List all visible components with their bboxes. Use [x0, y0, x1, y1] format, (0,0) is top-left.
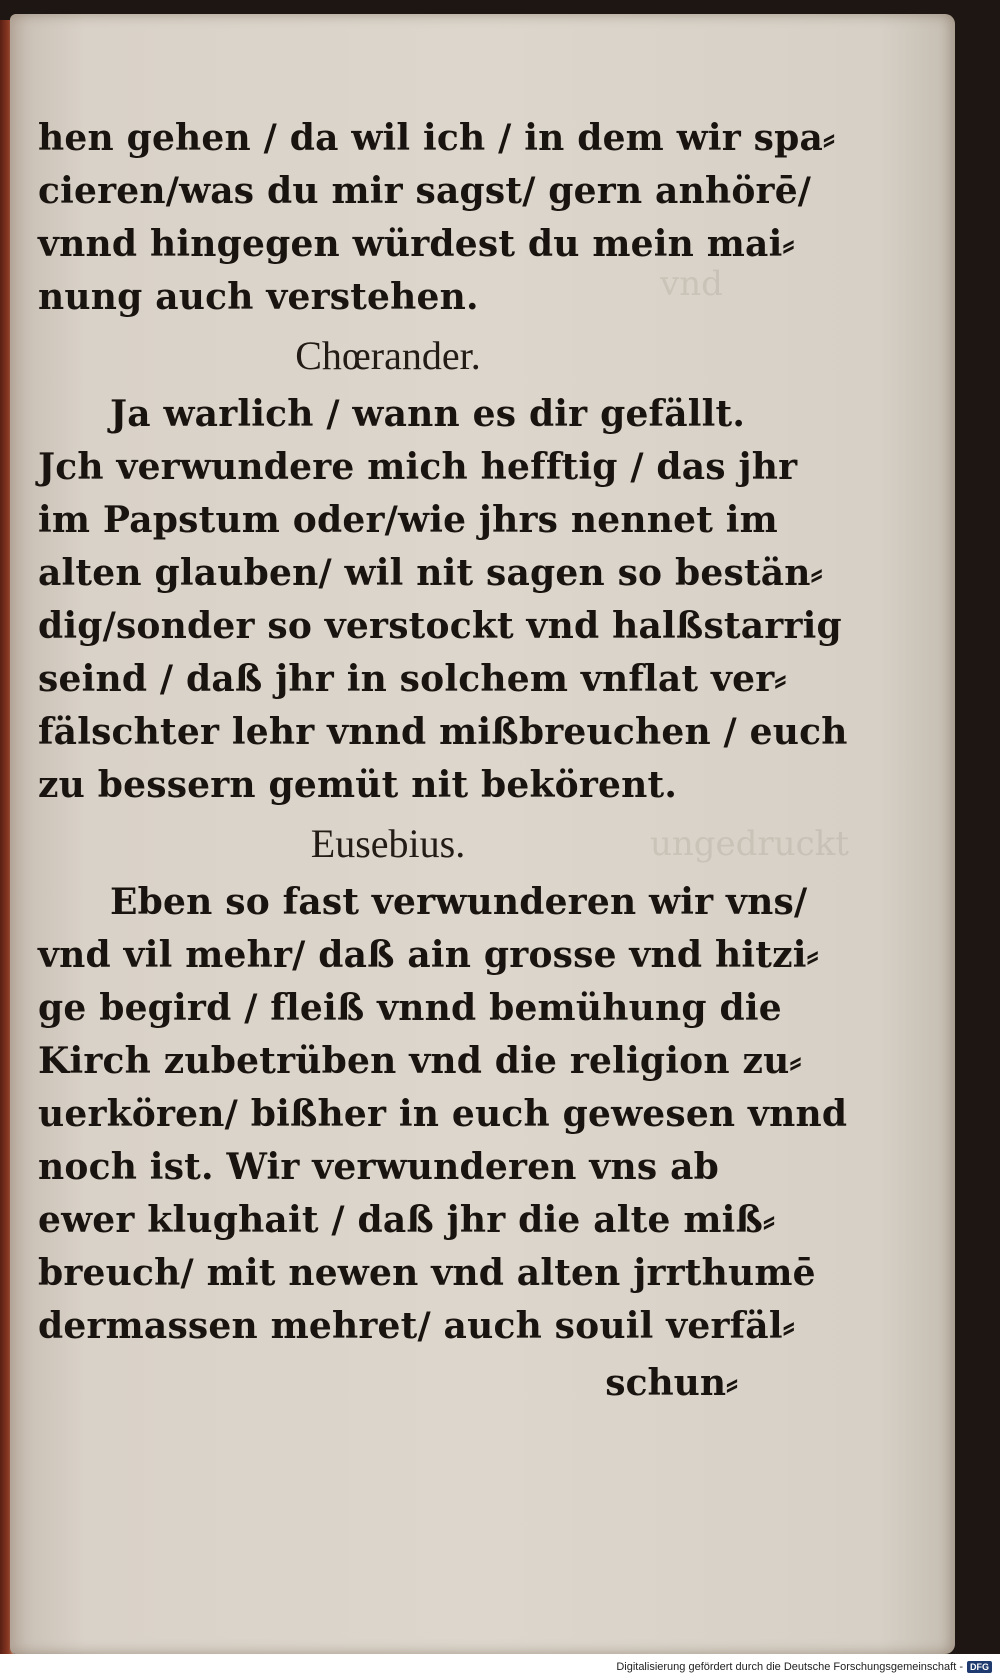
text-line: breuch/ mit newen vnd alten jrrthumē: [38, 1252, 816, 1294]
text-line: Eben so fast verwunderen wir vns/: [110, 881, 808, 923]
show-through-text: vnd: [660, 264, 723, 304]
text-line: fälschter lehr vnnd mißbreuchen / euch: [38, 711, 848, 753]
text-line: seind / daß jhr in solchem vnflat ver⸗: [38, 658, 787, 700]
dfg-logo: DFG: [967, 1661, 992, 1673]
text-line: vnd vil mehr/ daß ain grosse vnd hitzi⸗: [38, 934, 819, 976]
text-line: cieren/was du mir sagst/ gern anhörē/: [38, 170, 812, 212]
speaker-heading: Eusebius.: [310, 821, 466, 866]
text-line: zu bessern gemüt nit bekörent.: [38, 764, 678, 806]
digitization-footer: [0, 1654, 1000, 1680]
text-line: ewer klughait / daß jhr die alte miß⸗: [38, 1199, 776, 1241]
footer-credit: Digitalisierung gefördert durch die Deutsche Forschungsgemeinschaft -: [616, 1661, 963, 1673]
text-line: im Papstum oder/wie jhrs nennet im: [38, 499, 778, 541]
text-line: alten glauben/ wil nit sagen so bestän⸗: [38, 552, 823, 594]
catchword: schun⸗: [605, 1362, 738, 1404]
text-line: Ja warlich / wann es dir gefällt.: [110, 393, 746, 435]
speaker-heading: Chœrander.: [295, 333, 481, 378]
text-line: dermassen mehret/ auch souil verfäl⸗: [38, 1305, 795, 1347]
text-line: vnnd hingegen würdest du mein mai⸗: [38, 223, 795, 265]
text-line: Jch verwundere mich hefftig / das jhr: [38, 446, 798, 488]
text-line: noch ist. Wir verwunderen vns ab: [38, 1146, 719, 1188]
text-line: nung auch verstehen.: [38, 276, 479, 318]
text-line: dig/sonder so verstockt vnd halßstarrig: [38, 605, 842, 647]
book-page: [10, 14, 955, 1654]
text-line: Kirch zubetrüben vnd die religion zu⸗: [38, 1040, 802, 1082]
show-through-text: ungedruckt: [650, 824, 849, 864]
text-line: hen gehen / da wil ich / in dem wir spa⸗: [38, 117, 836, 159]
text-line: ge begird / fleiß vnnd bemühung die: [38, 987, 782, 1029]
text-line: uerkören/ bißher in euch gewesen vnnd: [38, 1093, 848, 1135]
